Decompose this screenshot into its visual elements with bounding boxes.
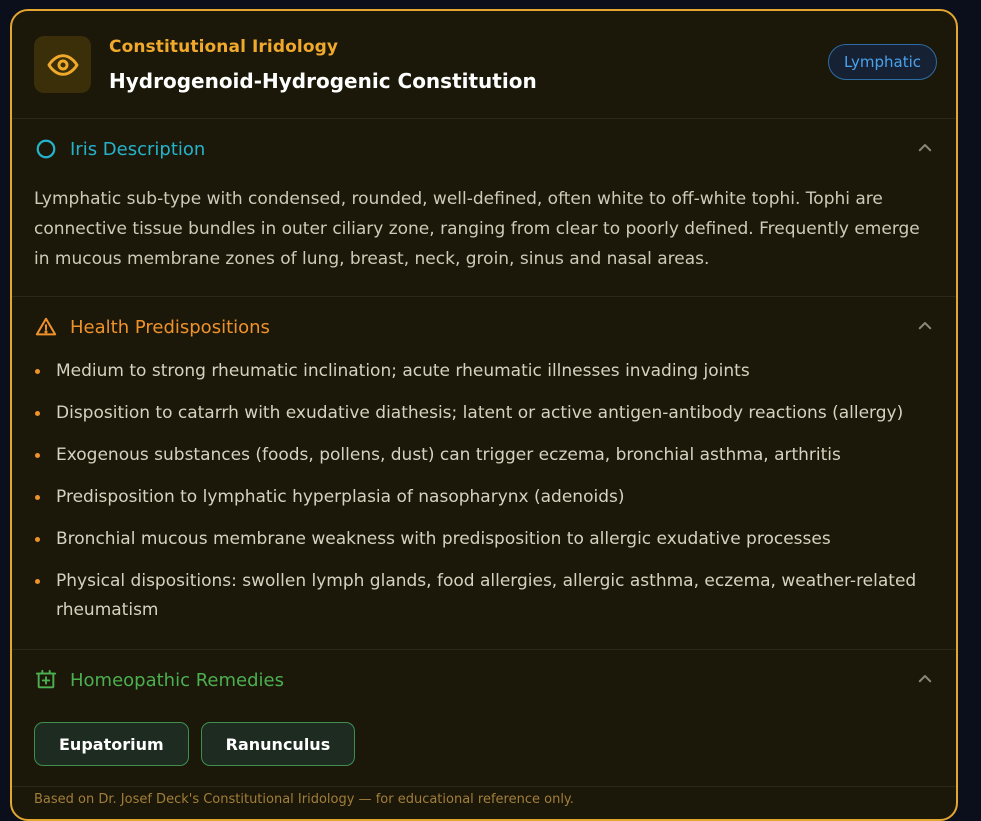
type-badge: Lymphatic [828,44,937,80]
eye-icon [34,36,91,93]
homeopathic-remedies-toggle[interactable] [12,650,956,710]
list-item: Exogenous substances (foods, pollens, dust) can trigger eczema, bronchial asthma, arthritis [34,441,942,470]
health-predispositions-title: Health Predispositions [70,316,270,338]
medicine-icon [35,669,57,691]
homeopathic-remedies-section [12,650,956,787]
remedy-chip[interactable]: Eupatorium [34,722,189,766]
card-eyebrow: Constitutional Iridology [109,37,339,57]
health-predispositions-toggle[interactable] [12,297,956,357]
list-item: Predisposition to lymphatic hyperplasia of nasopharynx (adenoids) [34,483,942,512]
chevron-up-icon[interactable] [916,317,934,335]
list-item: Bronchial mucous membrane weakness with predisposition to allergic exudative processes [34,525,942,554]
card-header [12,11,956,119]
iris-description-title: Iris Description [70,138,206,160]
iris-description-text: Lymphatic sub-type with condensed, rounded, well-defined, often white to off-white tophi. Tophi are connective tissue bundles in outer ciliary zone, ranging from clear to poorly defined. Frequently emerge in mucous membrane zones of lung, breast, neck, groin, sinus and nasal areas. [34,189,920,269]
list-item: Disposition to catarrh with exudative diathesis; latent or active antigen-antibody reactions (allergy) [34,399,942,428]
remedy-chip[interactable]: Ranunculus [201,722,356,766]
warning-triangle-icon [35,316,57,338]
page-title: Hydrogenoid-Hydrogenic Constitution [109,69,537,93]
health-predispositions-section [12,297,956,650]
list-item: Physical dispositions: swollen lymph glands, food allergies, allergic asthma, eczema, weather-related rheumatism [34,567,942,625]
circle-icon [35,138,57,160]
predispositions-list [12,357,956,649]
chevron-up-icon[interactable] [916,670,934,688]
iris-description-section [12,119,956,297]
homeopathic-remedies-title: Homeopathic Remedies [70,669,284,691]
chevron-up-icon[interactable] [916,139,934,157]
list-item: Medium to strong rheumatic inclination; acute rheumatic illnesses invading joints [34,357,942,386]
remedies-list [12,710,956,786]
constitution-card [10,9,958,821]
iris-description-toggle[interactable] [12,119,956,179]
footer-disclaimer: Based on Dr. Josef Deck's Constitutional Iridology — for educational reference only. [34,792,574,807]
